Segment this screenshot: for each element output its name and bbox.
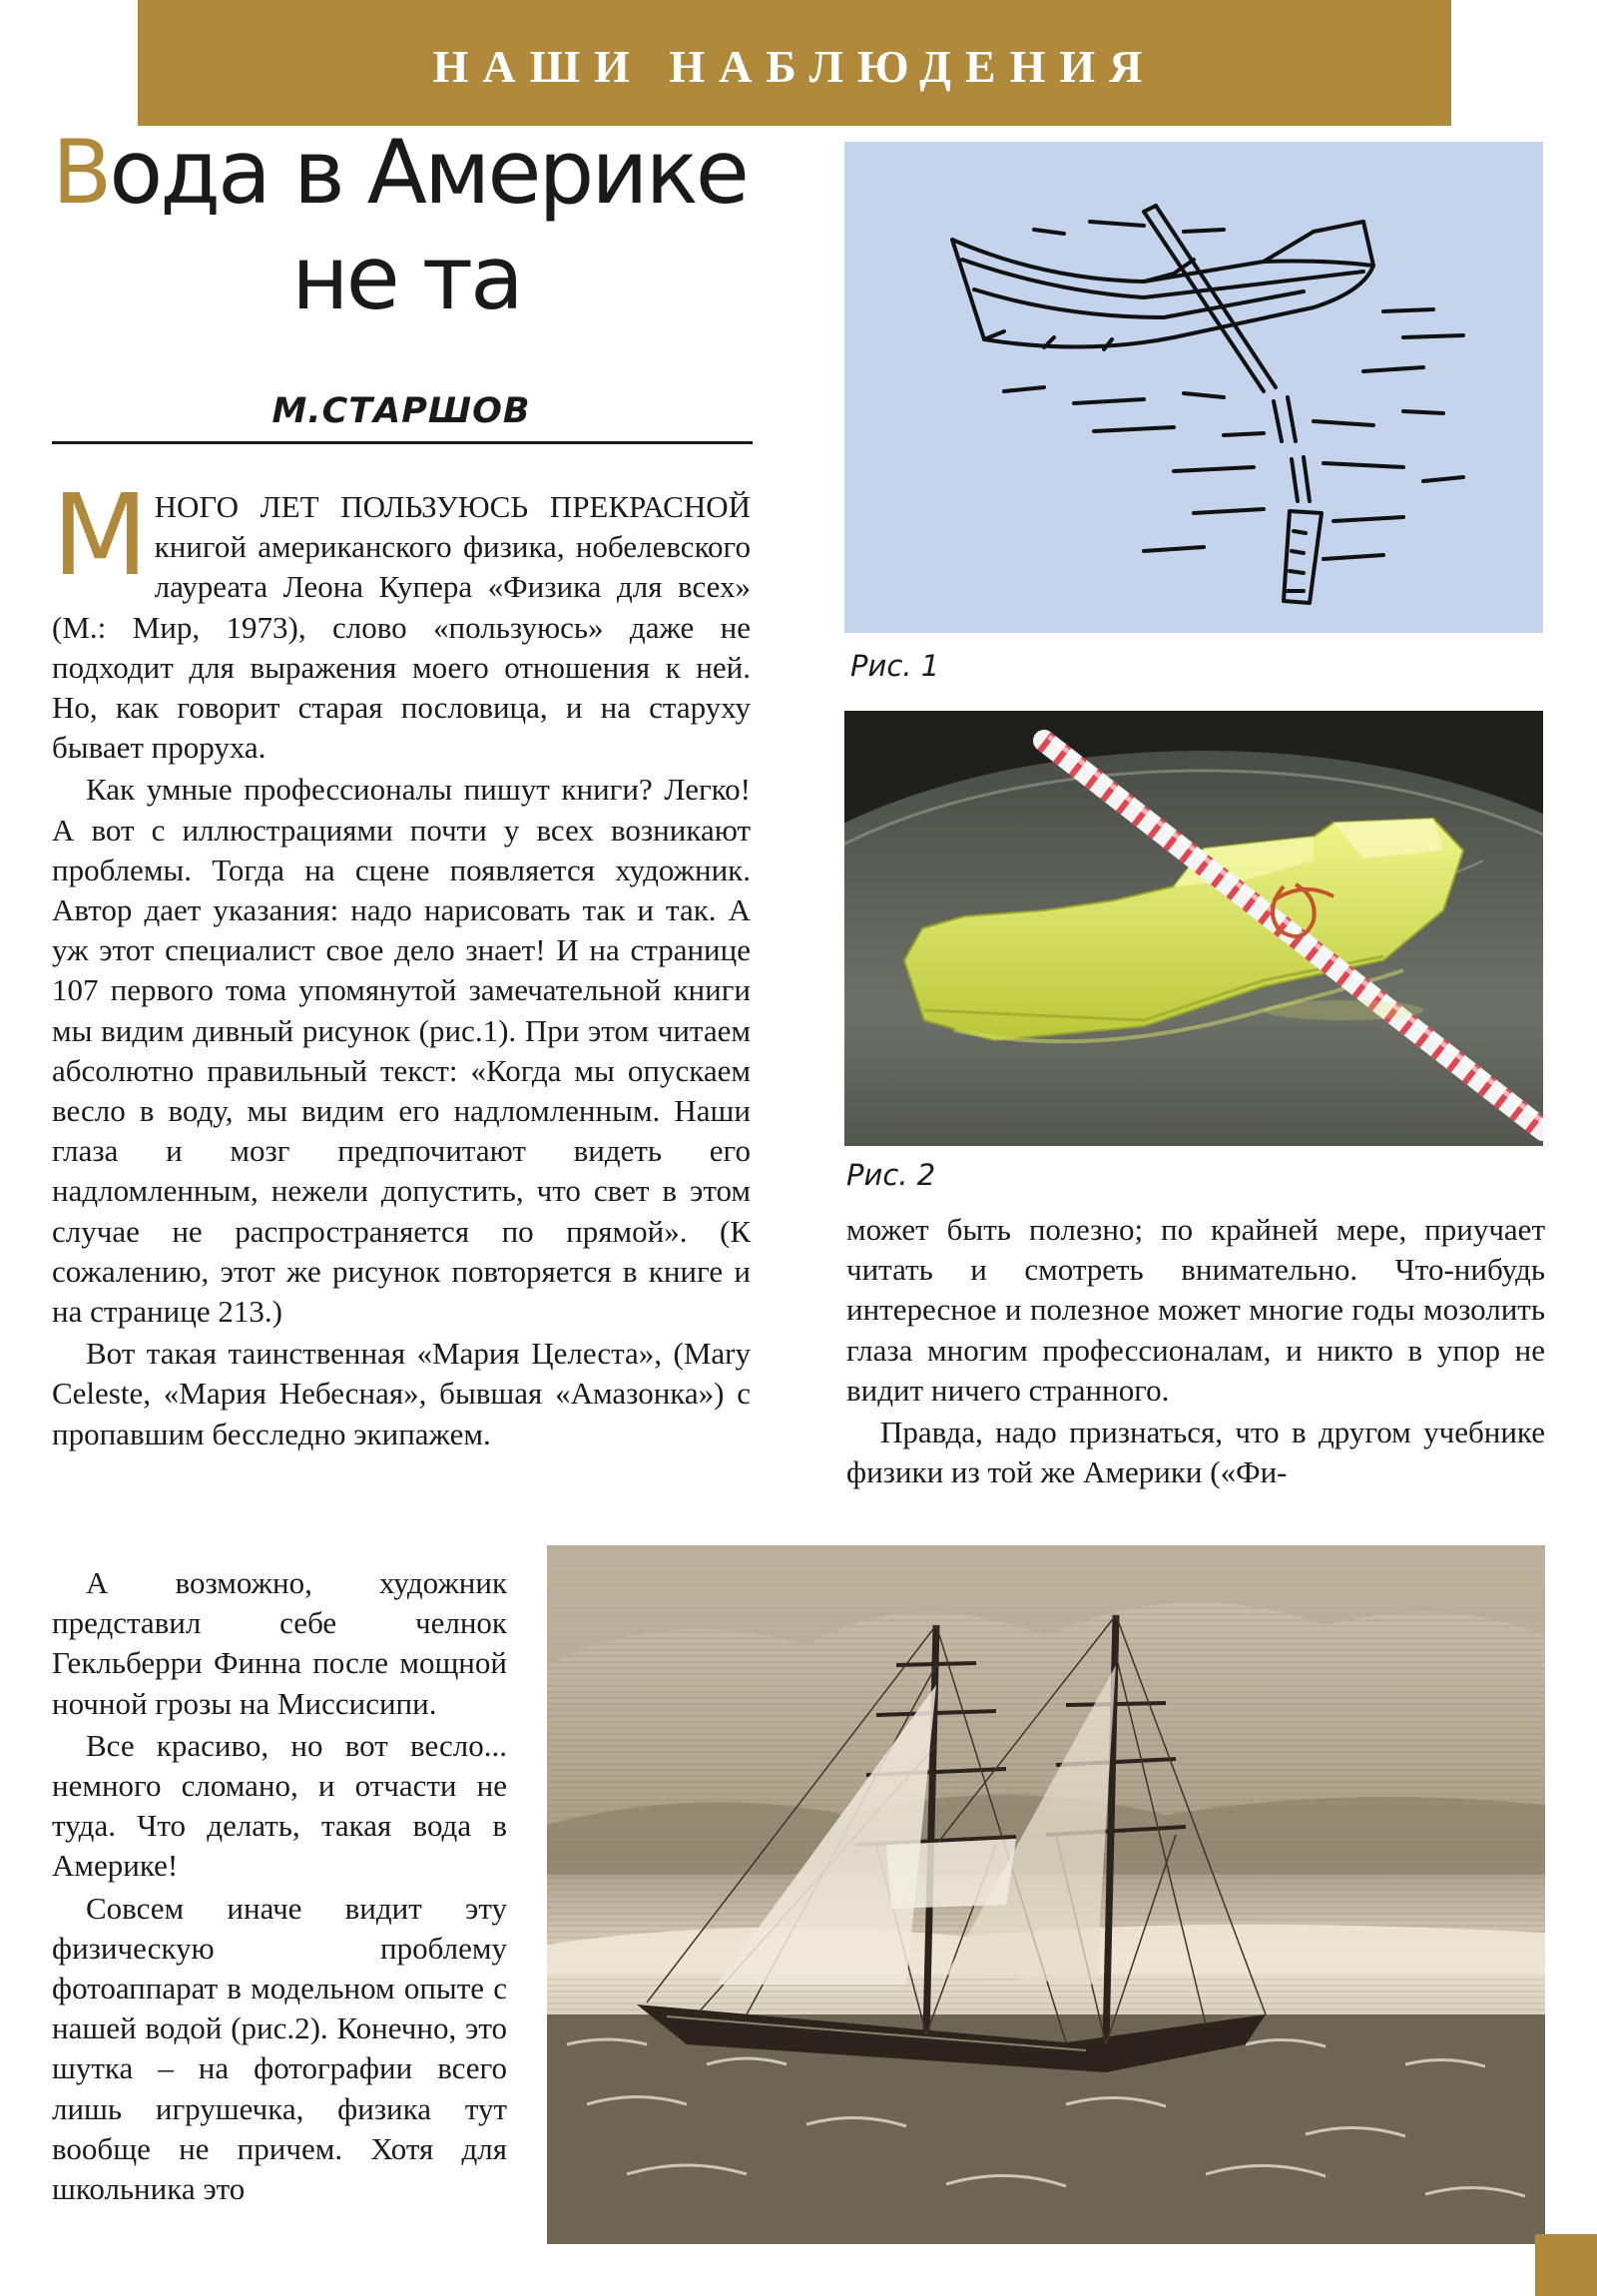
figure-3-ship-engraving — [547, 1545, 1545, 2244]
sailing-ship-engraving — [547, 1545, 1545, 2244]
author-divider — [52, 441, 753, 444]
paragraph-7: может быть полезно; по крайней мере, приучает читать и смотреть внимательно. Что-нибудь интересное и полезное может многие годы мозолить глаза многим профессионалам, и никто в упор не видит ничего странного. — [846, 1212, 1545, 1408]
article-title — [52, 120, 761, 331]
text-column-left — [52, 471, 751, 1454]
paragraph-2: Как умные профессионалы пишут книги? Легко! А вот с иллюстрациями почти у всех возникают проблемы. Тогда на сцене появляется художник. Автор дает указания: надо нарисовать так и так. А уж этот специалист свое дело знает! И на странице 107 первого тома упомянутой замечательной книги мы видим дивный рисунок (рис.1). При этом читаем абсолютно правильный текст: «Когда мы опускаем весло в воду, мы видим его надломленным. Наши глаза и мозг предпочитают видеть его надломленным, нежели допустить, что свет в этом случае не распространяется по прямой». (К сожалению, этот же рисунок повторяется в книге и на странице 213.) — [52, 772, 751, 1330]
title-line2: не та — [291, 227, 521, 329]
title-line1: ода в Америке — [109, 121, 747, 224]
text-column-right — [846, 1210, 1545, 1492]
section-header-band — [138, 0, 1451, 126]
rowboat-illustration — [844, 142, 1543, 633]
paragraph-1-lead: НОГО ЛЕТ ПОЛЬЗУЮСЬ ПРЕКРАСНОЙ — [154, 489, 751, 524]
paragraph-5: Все красиво, но вот весло... немного сломано, и отчасти не туда. Что делать, такая вода в Америке! — [52, 1727, 507, 1884]
figure-2-caption: Рис. 2 — [846, 1158, 936, 1192]
figure-2-toy-boat-photo — [844, 711, 1543, 1146]
toy-boat-photo — [844, 711, 1543, 1146]
section-title: НАШИ НАБЛЮДЕНИЯ — [432, 40, 1157, 92]
paragraph-3: Вот такая таинственная «Мария Целеста», (Mary Celeste, «Мария Небесная», бывшая «Амазонка») с пропавшим бесследно экипажем. — [52, 1336, 751, 1451]
drop-cap: М — [52, 471, 149, 601]
title-initial: В — [52, 121, 110, 224]
paragraph-1 — [52, 471, 751, 768]
paragraph-1-body: книгой американского физика, нобелевского лауреата Леона Купера «Физика для всех» (М.: Мир, 1973), слово «пользуюсь» даже не подходит для выражения моего отношения к ней. Но, как говорит старая пословица, и на старуху бывает проруха. — [52, 529, 751, 766]
text-column-left-narrow — [52, 1563, 507, 2209]
figure-1-caption: Рис. 1 — [850, 649, 940, 683]
author-name: М.СТАРШОВ — [271, 391, 531, 431]
paragraph-4: А возможно, художник представил себе челнок Гекльберри Финна после мощной ночной грозы на Миссисипи. — [52, 1565, 507, 1721]
paragraph-6: Совсем иначе видит эту физическую проблему фотоаппарат в модельном опыте с нашей водой (рис.2). Конечно, это шутка – на фотографии всего лишь игрушечка, физика тут вообще не причем. Хотя для школьника это — [52, 1890, 507, 2207]
paragraph-8: Правда, надо признаться, что в другом учебнике физики из той же Америки («Фи- — [846, 1415, 1545, 1490]
page-corner-tab — [1535, 2234, 1597, 2296]
figure-1-rowboat-drawing — [844, 142, 1543, 633]
